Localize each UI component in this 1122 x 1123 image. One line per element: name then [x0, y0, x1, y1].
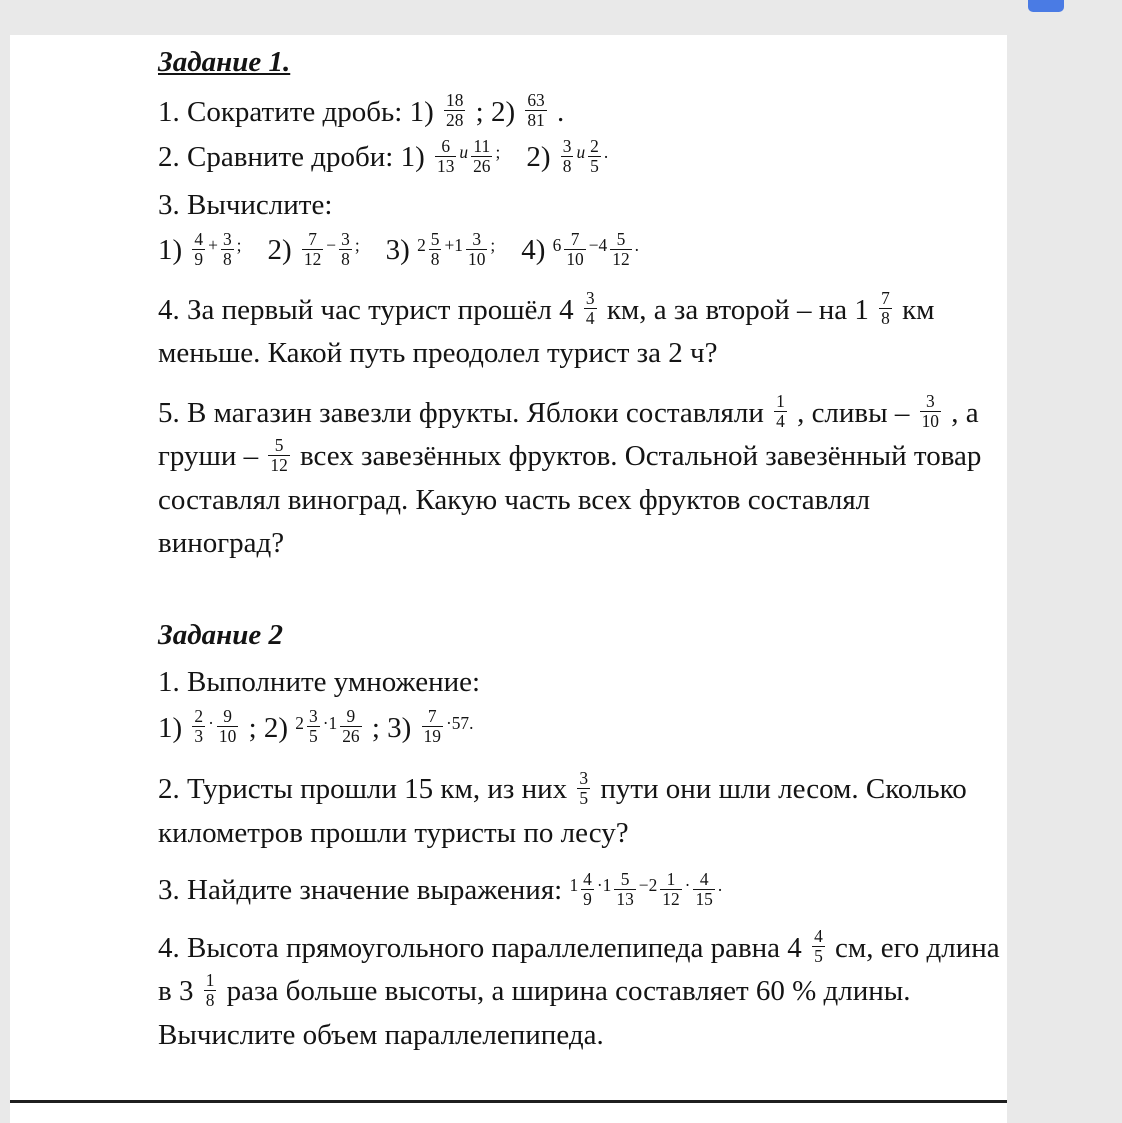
denominator: 5 — [308, 726, 318, 747]
operator: ·1 — [322, 712, 338, 733]
denominator: 8 — [881, 308, 890, 329]
denominator: 10 — [566, 248, 584, 269]
numerator: 5 — [268, 436, 289, 456]
frac-4-5 — [812, 927, 825, 966]
text: , а груши – — [158, 396, 979, 472]
numerator: 2 — [590, 135, 599, 156]
denominator: 8 — [341, 248, 350, 269]
numerator: 5 — [614, 870, 635, 890]
frac-2-5 — [588, 137, 601, 176]
text: 3. Вычислите: — [158, 188, 333, 221]
numerator: 9 — [340, 707, 361, 727]
denominator: 10 — [468, 248, 486, 269]
numerator: 7 — [422, 707, 443, 727]
punct: ; — [236, 235, 242, 256]
text: 2) — [526, 141, 558, 173]
numerator: 3 — [466, 230, 487, 250]
numerator: 11 — [471, 137, 492, 157]
frac-3-4 — [584, 289, 597, 328]
text: 1. Выполните умножение: — [158, 666, 481, 698]
numerator: 7 — [564, 230, 585, 250]
expr-label: 1) — [158, 711, 190, 744]
numerator: 3 — [579, 767, 589, 788]
denominator: 12 — [303, 248, 322, 269]
denominator: 8 — [205, 989, 215, 1010]
task1-item1 — [158, 91, 1003, 135]
frac-3-8 — [221, 230, 234, 269]
numerator: 3 — [222, 228, 232, 249]
numerator: 3 — [308, 706, 318, 727]
frac-5-13 — [614, 870, 635, 909]
text: км меньше. Какой путь преодолел турист за 2 ч? — [158, 293, 935, 369]
task1-item4 — [158, 289, 1003, 376]
task1-item3-head — [158, 184, 1003, 228]
frac-7-10 — [564, 230, 585, 269]
punct: . — [717, 875, 723, 896]
text: раза больше высоты, а ширина составляет 60 % длины. Вычислите объем параллелепипеда. — [158, 975, 911, 1051]
frac-7-12 — [302, 230, 323, 269]
frac-3-5 — [577, 769, 590, 808]
text: 5. В магазин завезли фрукты. Яблоки составляли — [158, 396, 772, 429]
denominator: 26 — [342, 726, 360, 747]
frac-3-10 — [920, 392, 941, 431]
denominator: 26 — [473, 155, 491, 176]
frac-5-12 — [610, 230, 631, 269]
task2-title: Задание 2 — [158, 618, 283, 651]
frac-1-4 — [774, 392, 787, 431]
blue-corner-button[interactable] — [1028, 0, 1064, 12]
text: ; 2) — [468, 95, 523, 128]
operator: −2 — [638, 875, 658, 896]
denominator: 4 — [776, 411, 785, 432]
expr-label: 3) — [385, 234, 418, 266]
denominator: 10 — [921, 411, 939, 432]
numerator: 6 — [435, 137, 456, 157]
denominator: 5 — [814, 946, 823, 967]
numerator: 63 — [527, 90, 545, 111]
frac-9-26 — [340, 707, 361, 746]
frac-63-81 — [525, 91, 546, 130]
frac-7-19 — [422, 707, 443, 746]
task2-item1-head — [158, 661, 1003, 705]
task1-title: Задание 1. — [158, 46, 291, 78]
denominator: 13 — [616, 888, 634, 909]
denominator: 8 — [222, 248, 232, 269]
operator: · — [208, 712, 214, 733]
denominator: 8 — [562, 155, 572, 176]
frac-3-10 — [466, 230, 487, 269]
task1-item3-expressions — [158, 229, 1003, 273]
operator: ·57. — [445, 712, 474, 733]
punct: ; — [354, 235, 360, 256]
task2-item1-expressions — [158, 707, 1003, 751]
denominator: 9 — [583, 888, 592, 909]
conjunction: и — [459, 142, 469, 163]
text: ; 3) — [364, 711, 419, 744]
denominator: 10 — [218, 726, 237, 747]
numerator: 3 — [920, 392, 941, 412]
text: 2. Туристы прошли 15 км, из них — [158, 773, 575, 805]
task2-item3 — [158, 869, 1003, 913]
denominator: 12 — [662, 888, 680, 909]
denominator: 8 — [430, 248, 440, 269]
denominator: 4 — [585, 308, 595, 329]
denominator: 15 — [695, 888, 713, 909]
text: пути они шли лесом. Сколько километров прошли туристы по лесу? — [158, 773, 967, 849]
numerator: 5 — [430, 228, 440, 249]
frac-6-13 — [435, 137, 456, 176]
operator: ·1 — [596, 875, 612, 896]
worksheet-content — [10, 35, 1007, 1057]
denominator: 19 — [423, 726, 441, 747]
numerator: 9 — [217, 707, 238, 727]
worksheet-page — [10, 35, 1007, 1123]
frac-4-15 — [693, 870, 714, 909]
frac-11-26 — [471, 137, 492, 176]
denominator: 28 — [446, 110, 464, 131]
text: 1. Сократите дробь: 1) — [158, 95, 441, 128]
frac-4-9 — [192, 230, 205, 269]
denominator: 3 — [194, 726, 204, 747]
numerator: 18 — [446, 90, 464, 111]
frac-3-8 — [561, 137, 574, 176]
frac-2-3 — [192, 707, 205, 746]
text: 4. За первый час турист прошёл 4 — [158, 293, 581, 326]
punct: . — [634, 235, 640, 256]
whole-number: 1 — [569, 875, 579, 896]
page-bottom-edge — [10, 1100, 1007, 1103]
frac-7-8 — [879, 289, 892, 328]
numerator: 4 — [194, 228, 204, 249]
denominator: 81 — [527, 110, 545, 131]
punct: ; — [490, 235, 496, 256]
task1-item5 — [158, 392, 1003, 566]
frac-3-8 — [339, 230, 352, 269]
numerator: 5 — [610, 230, 631, 250]
numerator: 7 — [302, 230, 323, 250]
expr-label: 4) — [521, 234, 553, 266]
operator: −4 — [588, 235, 608, 256]
numerator: 3 — [562, 135, 572, 156]
numerator: 1 — [205, 969, 215, 990]
frac-3-5 — [307, 707, 320, 746]
frac-9-10 — [217, 707, 238, 746]
expr-label: 2) — [267, 234, 299, 266]
conjunction: и — [576, 142, 586, 163]
frac-5-8 — [429, 230, 442, 269]
text: 3. Найдите значение выражения: — [158, 874, 570, 906]
text: 2. Сравните дроби: 1) — [158, 141, 432, 173]
denominator: 13 — [437, 155, 455, 176]
operator: +1 — [444, 235, 463, 256]
denominator: 5 — [579, 787, 589, 808]
punct: . — [603, 142, 609, 163]
expr-label: 1) — [158, 234, 190, 266]
denominator: 9 — [194, 248, 204, 269]
numerator: 4 — [693, 870, 714, 890]
numerator: 3 — [341, 228, 350, 249]
text: ; 2) — [241, 711, 296, 744]
operator: + — [208, 235, 218, 256]
numerator: 3 — [585, 288, 595, 309]
text: км, а за второй – на 1 — [599, 293, 877, 326]
numerator: 2 — [194, 706, 204, 727]
punct: ; — [495, 142, 501, 163]
numerator: 1 — [660, 870, 681, 890]
frac-1-8 — [204, 971, 217, 1010]
frac-5-12 — [268, 436, 289, 475]
frac-18-28 — [444, 91, 465, 130]
operator: · — [684, 875, 691, 896]
text: . — [549, 95, 565, 128]
frac-4-9 — [581, 870, 594, 909]
whole-number: 2 — [417, 235, 426, 256]
operator: − — [326, 235, 337, 256]
whole-number: 2 — [295, 712, 304, 733]
numerator: 1 — [776, 391, 785, 412]
task2-item4 — [158, 927, 1003, 1058]
text: всех завезённых фруктов. Остальной завезённый товар составлял виноград. Какую часть всех фруктов составлял виноград? — [158, 440, 982, 559]
numerator: 7 — [881, 288, 890, 309]
denominator: 5 — [590, 155, 599, 176]
text: см, его длина в 3 — [158, 931, 1000, 1007]
text: , сливы – — [789, 396, 917, 429]
numerator: 4 — [814, 926, 823, 947]
whole-number: 6 — [552, 235, 562, 256]
text: 4. Высота прямоугольного параллелепипеда равна 4 — [158, 931, 810, 964]
task1-item2 — [158, 136, 1003, 180]
task2-item2 — [158, 768, 1003, 855]
numerator: 4 — [583, 868, 592, 889]
frac-1-12 — [660, 870, 681, 909]
denominator: 12 — [612, 248, 630, 269]
denominator: 12 — [270, 454, 288, 475]
